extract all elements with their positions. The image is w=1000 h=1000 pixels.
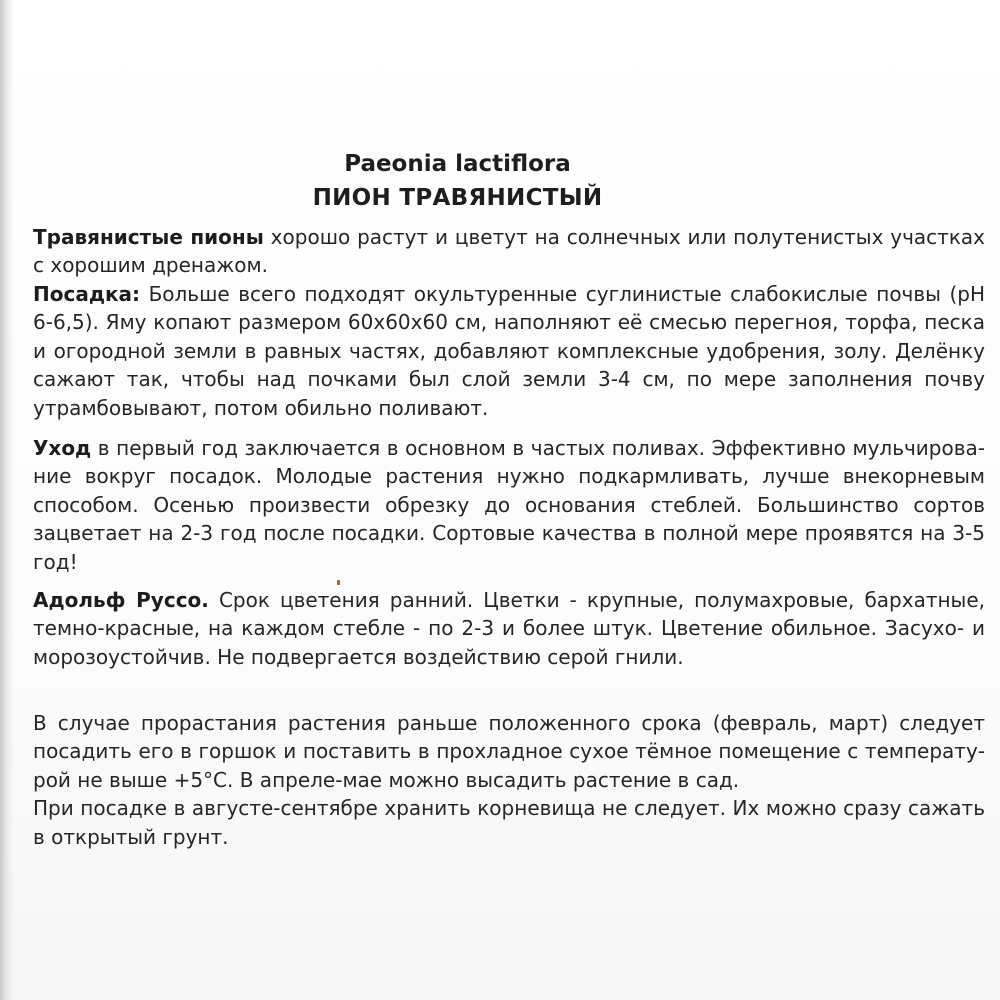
variety-keyword: Адольф Руссо. xyxy=(33,588,209,612)
intro-keyword: Травянистые пионы xyxy=(33,225,264,249)
card-edge-shadow xyxy=(0,0,14,1000)
intro-paragraph xyxy=(33,223,985,280)
latin-name-title: Paeonia lactiflora xyxy=(344,151,571,177)
planting-keyword: Посадка: xyxy=(33,282,141,306)
variety-text: Срок цветения ранний. Цветки - крупные, полумахровые, бархатные, темно-красные, на каждом стебле - по 2-3 и более штук. Цветение обильное. Засухо- и морозоустойчив. Не подвергается воздействию серой гнили. xyxy=(33,588,986,669)
care-text: в первый год заключается в основном в частых поливах. Эффективно мульчирование вокруг посадок. Молодые растения нужно подкармливать, лучше внекорневым способом. Осенью произвести обрезку до основания стеблей. Большинство сортов зацветает на 2-3 год после посадки. Сортовые качества в полной мере проявятся на 3-5 год! xyxy=(33,436,985,574)
planting-text: Больше всего подходят окультуренные суглинистые слабокислые почвы (рН 6-6,5). Яму копают размером 60х60х60 см, наполняют её смесью перегноя, торфа, песка и огородной земли в равных частях, добавляют комплексные удобрения, золу. Делёнку сажают так, чтобы над почками был слой земли 3-4 см, по мере заполнения почву утрамбовывают, потом обильно поливают. xyxy=(33,282,985,420)
russian-name-title: ПИОН ТРАВЯНИСТЫЙ xyxy=(312,185,603,211)
care-paragraph xyxy=(33,434,985,576)
planting-paragraph xyxy=(33,280,985,422)
print-speck xyxy=(337,580,340,585)
early-sprouting-note: В случае прорастания растения раньше положенного срока (февраль, март) следует посадить его в горшок и поставить в прохладное сухое тёмное помещение с температурой не выше +5°С. В апреле-мае можно высадить растение в сад. xyxy=(33,711,985,792)
autumn-planting-note: При посадке в августе-сентябре хранить корневища не следует. Их можно сразу сажать в открытый грунт. xyxy=(33,796,985,849)
variety-paragraph xyxy=(33,586,985,671)
intro-text: хорошо растут и цветут на солнечных или полутенистых участках с хорошим дренажом. xyxy=(33,225,985,278)
notes-block xyxy=(33,709,985,851)
care-keyword: Уход xyxy=(33,436,92,460)
